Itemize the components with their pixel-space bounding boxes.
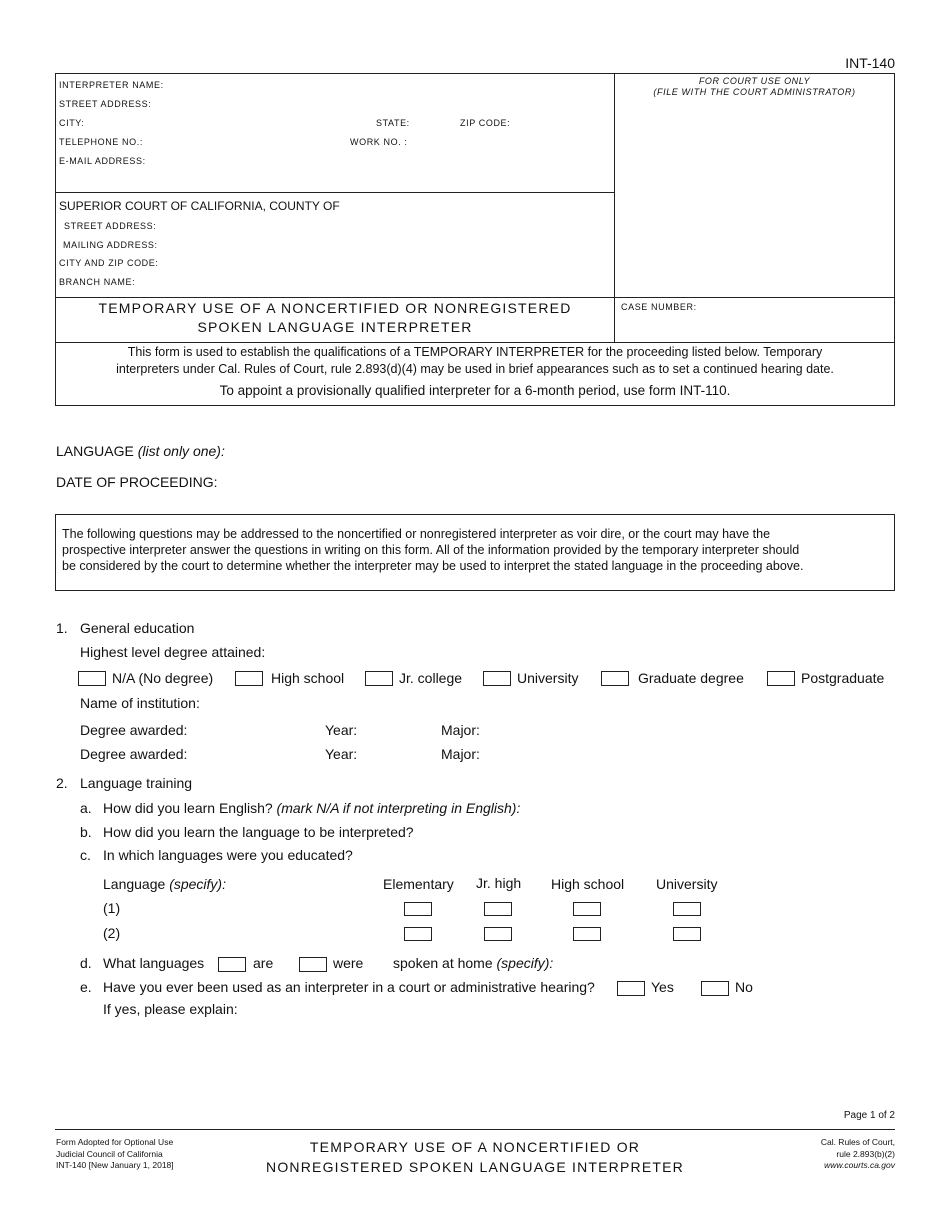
- q2b-letter: b.: [80, 824, 92, 840]
- degree-graduate-label: Graduate degree: [638, 670, 744, 686]
- language-were-checkbox[interactable]: [299, 957, 327, 972]
- notice-line1: This form is used to establish the qualifications of a TEMPORARY INTERPRETER for the proceeding listed below. Temporary: [127, 345, 823, 359]
- lang1-jrhigh-checkbox[interactable]: [484, 902, 512, 916]
- language-label: LANGUAGE: [56, 443, 134, 459]
- spoken-at-home-label: spoken at home: [393, 955, 493, 971]
- q2-number: 2.: [56, 775, 68, 791]
- court-use-label: FOR COURT USE ONLY: [698, 76, 811, 86]
- language-column-label: Language: [103, 876, 166, 892]
- city-field[interactable]: CITY:: [59, 118, 85, 128]
- footer-title-line1: TEMPORARY USE OF A NONCERTIFIED OR: [309, 1139, 641, 1155]
- q1-title: General education: [80, 620, 195, 636]
- yes-label: Yes: [651, 979, 674, 995]
- language-row-2[interactable]: (2): [103, 925, 121, 941]
- degree-na-label: N/A (No degree): [112, 670, 214, 686]
- lang1-university-checkbox[interactable]: [673, 902, 701, 916]
- q1-number: 1.: [56, 620, 68, 636]
- telephone-field[interactable]: TELEPHONE NO.:: [59, 137, 143, 147]
- street-address-field[interactable]: STREET ADDRESS:: [59, 99, 152, 109]
- email-field[interactable]: E-MAIL ADDRESS:: [59, 156, 146, 166]
- footer-left-line1: Form Adopted for Optional Use: [56, 1137, 174, 1147]
- branch-name-field[interactable]: BRANCH NAME:: [59, 277, 136, 287]
- year-field-1[interactable]: Year:: [325, 722, 358, 738]
- q2b-field[interactable]: How did you learn the language to be interpreted?: [103, 824, 414, 840]
- court-use-box: [614, 73, 895, 298]
- were-label: were: [333, 955, 364, 971]
- lang2-university-checkbox[interactable]: [673, 927, 701, 941]
- footer-left: [56, 1137, 174, 1172]
- q2c-text: In which languages were you educated?: [103, 847, 353, 863]
- form-title-line1: TEMPORARY USE OF A NONCERTIFIED OR NONREGISTERED: [98, 300, 572, 316]
- lang2-jrhigh-checkbox[interactable]: [484, 927, 512, 941]
- spoken-at-home-note: (specify):: [496, 955, 554, 971]
- degree-prompt: Highest level degree attained:: [80, 644, 266, 660]
- are-label: are: [253, 955, 274, 971]
- degree-highschool-checkbox[interactable]: [235, 671, 263, 686]
- interpreted-no-checkbox[interactable]: [701, 981, 729, 996]
- degree-university-label: University: [517, 670, 579, 686]
- form-id: INT-140: [845, 55, 895, 71]
- footer-right: [821, 1137, 895, 1172]
- institution-field[interactable]: Name of institution:: [80, 695, 200, 711]
- interpreter-name-field[interactable]: INTERPRETER NAME:: [59, 80, 164, 90]
- year-field-2[interactable]: Year:: [325, 746, 358, 762]
- degree-jrcollege-label: Jr. college: [399, 670, 463, 686]
- footer-right-line2: rule 2.893(b)(2): [836, 1148, 895, 1159]
- state-field[interactable]: STATE:: [376, 118, 410, 128]
- degree-postgraduate-label: Postgraduate: [801, 670, 885, 686]
- major-field-1[interactable]: Major:: [441, 722, 480, 738]
- lang2-highschool-checkbox[interactable]: [573, 927, 601, 941]
- elementary-header: Elementary: [383, 876, 454, 892]
- jrhigh-header: Jr. high: [476, 875, 522, 891]
- footer-title-line2: NONREGISTERED SPOKEN LANGUAGE INTERPRETER: [266, 1159, 684, 1175]
- no-label: No: [735, 979, 753, 995]
- zip-field[interactable]: ZIP CODE:: [460, 118, 511, 128]
- language-column-header: [103, 876, 226, 892]
- degree-na-checkbox[interactable]: [78, 671, 106, 686]
- work-number-field[interactable]: WORK NO. :: [350, 137, 408, 147]
- highschool-header: High school: [551, 876, 625, 892]
- q2a-note: (mark N/A if not interpreting in English):: [276, 800, 521, 816]
- major-field-2[interactable]: Major:: [441, 746, 480, 762]
- notice-line2: interpreters under Cal. Rules of Court, rule 2.893(d)(4) may be used in brief appearances such as to set a continued hearing date.: [116, 362, 834, 376]
- footer-right-line1: Cal. Rules of Court,: [820, 1137, 895, 1147]
- degree-jrcollege-checkbox[interactable]: [365, 671, 393, 686]
- court-county-field[interactable]: SUPERIOR COURT OF CALIFORNIA, COUNTY OF: [59, 199, 340, 213]
- case-number-field[interactable]: CASE NUMBER:: [621, 302, 697, 312]
- degree-awarded-field-2[interactable]: Degree awarded:: [80, 746, 188, 762]
- form-title-line2: SPOKEN LANGUAGE INTERPRETER: [197, 319, 473, 335]
- degree-graduate-checkbox[interactable]: [601, 671, 629, 686]
- spoken-at-home-field[interactable]: [393, 955, 553, 971]
- court-street-field[interactable]: STREET ADDRESS:: [64, 221, 157, 231]
- university-header: University: [656, 876, 718, 892]
- voir-dire-line3: be considered by the court to determine whether the interpreter may be used to interpret the stated language in the proceeding above.: [62, 559, 804, 573]
- interpreted-yes-checkbox[interactable]: [617, 981, 645, 996]
- q2d-letter: d.: [80, 955, 92, 971]
- degree-postgraduate-checkbox[interactable]: [767, 671, 795, 686]
- lang2-elementary-checkbox[interactable]: [404, 927, 432, 941]
- court-mailing-field[interactable]: MAILING ADDRESS:: [63, 240, 158, 250]
- footer-left-line2: Judicial Council of California: [56, 1148, 163, 1159]
- interpreter-info-box: [55, 73, 615, 193]
- degree-highschool-label: High school: [271, 670, 345, 686]
- language-field[interactable]: [56, 443, 225, 459]
- q2a-text: How did you learn English?: [103, 800, 273, 816]
- lang1-elementary-checkbox[interactable]: [404, 902, 432, 916]
- q2-title: Language training: [80, 775, 193, 791]
- lang1-highschool-checkbox[interactable]: [573, 902, 601, 916]
- voir-dire-line1: The following questions may be addressed to the noncertified or nonregistered interpreter as voir dire, or the court may have the: [62, 527, 771, 541]
- notice-line3: To appoint a provisionally qualified interpreter for a 6-month period, use form INT-110.: [219, 383, 731, 398]
- courts-website-link[interactable]: www.courts.ca.gov: [824, 1160, 895, 1170]
- voir-dire-line2: prospective interpreter answer the questions in writing on this form. All of the information provided by the temporary interpreter should: [62, 543, 800, 557]
- degree-awarded-field-1[interactable]: Degree awarded:: [80, 722, 188, 738]
- language-row-1[interactable]: (1): [103, 900, 121, 916]
- q2d-text: What languages: [103, 955, 205, 971]
- court-use-sublabel: (FILE WITH THE COURT ADMINISTRATOR): [653, 87, 856, 97]
- degree-university-checkbox[interactable]: [483, 671, 511, 686]
- date-of-proceeding-field[interactable]: DATE OF PROCEEDING:: [56, 474, 218, 490]
- language-column-note: (specify):: [169, 876, 226, 892]
- q2a-field[interactable]: [103, 800, 520, 816]
- court-city-zip-field[interactable]: CITY AND ZIP CODE:: [59, 258, 159, 268]
- q2e-text: Have you ever been used as an interpreter in a court or administrative hearing?: [103, 979, 595, 995]
- footer-title: [230, 1137, 720, 1177]
- language-note: (list only one):: [137, 443, 225, 459]
- q2e-letter: e.: [80, 979, 92, 995]
- page-number: Page 1 of 2: [843, 1110, 895, 1121]
- q2c-letter: c.: [80, 847, 91, 863]
- language-are-checkbox[interactable]: [218, 957, 246, 972]
- explain-field[interactable]: If yes, please explain:: [103, 1001, 238, 1017]
- footer-divider: [55, 1129, 895, 1130]
- q2a-letter: a.: [80, 800, 92, 816]
- footer-left-line3: INT-140 [New January 1, 2018]: [56, 1160, 174, 1170]
